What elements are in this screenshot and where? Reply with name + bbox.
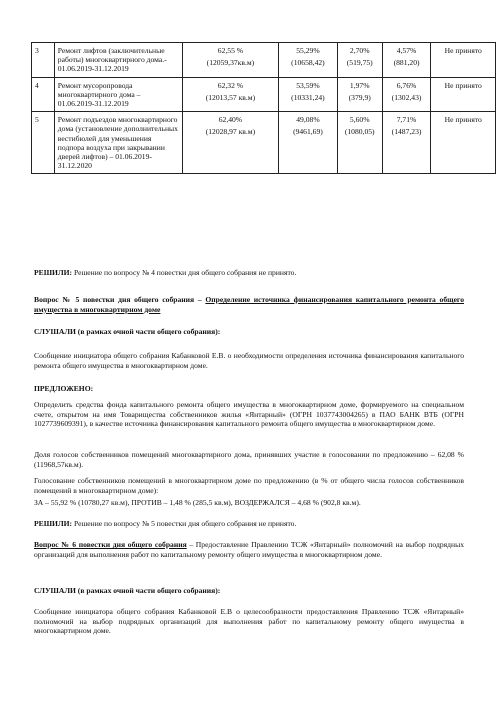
question-6-text: – Предоставление Правлению ТСЖ «Янтарный» полномочий на выбор подрядных организаций для выполнения работ по капитальному ремонту общего имущества в многоквартирном доме.: [34, 540, 464, 559]
participation-area: (12059,37кв.м): [206, 58, 255, 68]
votes-abstain-area: (1302,43): [391, 92, 422, 102]
votes-against-percent: 1,97%: [349, 80, 370, 90]
question-5-title: Определение источника финансирования капитального ремонта общего имущества в многоквартирном доме: [34, 295, 464, 314]
participation-share: Доля голосов собственников помещений многоквартирного дома, принявших участие в голосовании по предложению – 62,08 % (11968,57кв.м).: [34, 450, 464, 469]
heard-q6-heading: СЛУШАЛИ (в рамках очной части общего собрания):: [34, 586, 221, 595]
decided-text: Решение по вопросу № 4 повестки дня общего собрания не принято.: [72, 268, 297, 277]
votes-for-area: (10331,24): [291, 92, 325, 102]
row-number: 4: [32, 77, 55, 112]
participation-area: (12028,97 кв.м): [205, 127, 256, 137]
votes-against-area: (1080,05): [344, 127, 375, 137]
decision-result: Не принято: [431, 112, 496, 174]
heard-q5-heading: СЛУШАЛИ (в рамках очной части общего собрания):: [34, 327, 221, 336]
question-5-label: Вопрос № 5 повестки дня общего собрания –: [34, 295, 206, 304]
participation-cell: [182, 77, 278, 112]
row-description: Ремонт подъездов многоквартирного дома (установление дополнительных вестибюлей для уменьшения подпора воздуха при закрывании дверей лифтов) – 01.06.2019-31.12.2020: [54, 112, 182, 174]
row-description: Ремонт мусоропровода многоквартирного дома – 01.06.2019-31.12.2019: [54, 77, 182, 112]
table-row: [32, 112, 496, 174]
heard-q5-body: Сообщение инициатора общего собрания Кабанковой Е.В. о необходимости определения источника финансирования капитального ремонта общего имущества в многоквартирном доме.: [34, 351, 464, 370]
participation-area: (12013,57 кв.м): [205, 92, 256, 102]
question-6-paragraph: [34, 540, 464, 559]
decision-result: Не принято: [431, 77, 496, 112]
decision-result: Не принято: [431, 43, 496, 78]
heard-q6-body: Сообщение инициатора общего собрания Кабанковой Е.В о целесообразности предоставления Правлению ТСЖ «Янтарный» полномочий на выбор подрядных организаций для выполнения работ по капитальному ремонту общего имущества в многоквартирном доме.: [34, 607, 464, 636]
votes-for-percent: 49,08%: [296, 115, 320, 125]
decision-q4-paragraph: [34, 268, 464, 278]
vote-results-line: ЗА – 55,92 % (10780,27 кв.м), ПРОТИВ – 1,48 % (285,5 кв.м), ВОЗДЕРЖАЛСЯ – 4,68 % (902,8 кв.м).: [34, 498, 361, 507]
decided-label: РЕШИЛИ:: [34, 519, 73, 528]
row-description: Ремонт лифтов (заключительные работы) многоквартирного дома.- 01.06.2019-31.12.2019: [54, 43, 182, 78]
votes-abstain-area: (881,20): [393, 58, 420, 68]
participation-percent: 62,55 %: [217, 46, 244, 55]
votes-against-cell: [337, 43, 382, 78]
participation-cell: [182, 43, 278, 78]
participation-cell: [182, 112, 278, 174]
votes-for-percent: 53,59%: [296, 80, 320, 90]
proposed-body: Определить средства фонда капитального ремонта общего имущества в многоквартирном доме, формируемого на специальном счете, открытом на имя Товарищества собственников жилья «Янтарный» (ОГРН 1037743004265) в ПАО БАНК ВТБ (ОГРН 1027739609391), в качестве источника финансирования капитального ремонта общего имущества в многоквартирном доме.: [34, 400, 464, 429]
votes-abstain-area: (1487,23): [391, 127, 422, 137]
table-row: [32, 43, 496, 78]
votes-abstain-percent: 4,57%: [396, 46, 417, 55]
votes-for-area: (10658,42): [291, 58, 325, 68]
question-6-label: Вопрос № 6 повестки дня общего собрания: [34, 540, 187, 549]
votes-abstain-percent: 7,71%: [396, 115, 417, 125]
row-number: 3: [32, 43, 55, 78]
participation-percent: 62,32 %: [217, 80, 244, 90]
votes-against-percent: 5,60%: [349, 115, 370, 125]
decided-text: Решение по вопросу № 5 повестки дня общего собрания не принято.: [72, 519, 297, 528]
votes-against-area: (519,75): [346, 58, 373, 68]
votes-abstain-percent: 6,76%: [396, 80, 417, 90]
question-5-heading: [34, 295, 464, 314]
decision-q5-paragraph: [34, 519, 464, 529]
proposed-heading: ПРЕДЛОЖЕНО:: [34, 384, 94, 393]
participation-percent: 62,40%: [218, 115, 243, 125]
votes-for-cell: [279, 43, 338, 78]
votes-for-percent: 55,29%: [296, 46, 320, 55]
votes-against-cell: [337, 112, 382, 174]
decided-label: РЕШИЛИ:: [34, 268, 73, 277]
votes-abstain-cell: [382, 43, 431, 78]
votes-for-area: (9461,69): [293, 127, 323, 137]
votes-abstain-cell: [382, 77, 431, 112]
votes-for-cell: [279, 77, 338, 112]
vote-intro: Голосование собственников помещений в многоквартирном доме по предложению (в % от общего числа голосов собственников помещений в многоквартирном доме):: [34, 476, 464, 495]
votes-abstain-cell: [382, 112, 431, 174]
table-row: [32, 77, 496, 112]
votes-for-cell: [279, 112, 338, 174]
votes-against-area: (379,9): [348, 92, 371, 102]
voting-results-table: [31, 42, 496, 174]
votes-against-percent: 2,70%: [349, 46, 370, 55]
votes-against-cell: [337, 77, 382, 112]
row-number: 5: [32, 112, 55, 174]
